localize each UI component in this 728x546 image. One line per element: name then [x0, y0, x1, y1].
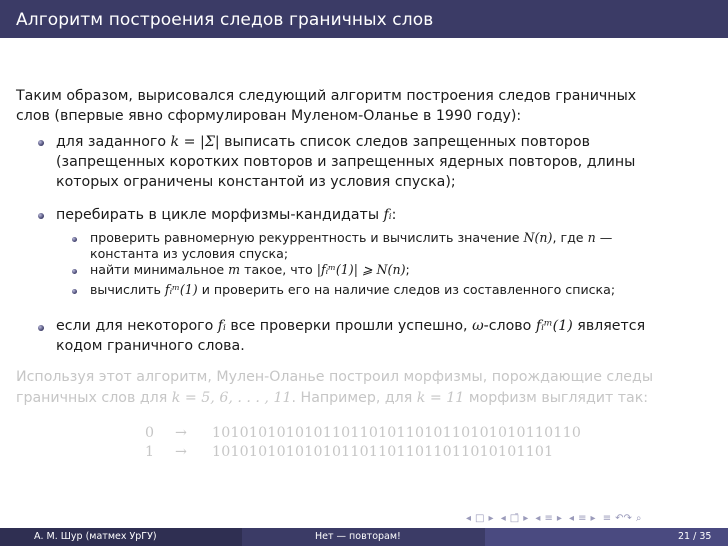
math-k-range: k = 5, 6, . . . , 11: [171, 390, 292, 406]
nav-next-icon[interactable]: ▸: [488, 513, 494, 524]
math-inequality: |fᵢᵐ(1)| ⩾ N(n): [316, 262, 406, 277]
list-item-b: [56, 205, 396, 225]
nav-section-icon[interactable]: ≡: [544, 513, 553, 524]
math-Nn: N(n): [523, 230, 553, 245]
intro-line-1: Таким образом, вырисовался следующий алгоритм построения следов граничных: [16, 88, 637, 104]
text: граничных слов для: [16, 390, 172, 406]
math-omega: ω: [472, 318, 484, 334]
text: перебирать в цикле морфизмы-кандидаты: [56, 207, 384, 223]
list-item-a-line-1: [56, 132, 590, 152]
bullet-icon: [38, 140, 44, 146]
sub-item-3: [90, 282, 615, 298]
math-m: m: [228, 262, 241, 277]
text: является: [572, 318, 646, 334]
bullet-icon: [38, 213, 44, 219]
math-fim1: fᵢᵐ(1): [535, 318, 573, 334]
list-item-a-line-2: (запрещенных коротких повторов и запрещенных ядерных повторов, длины: [56, 154, 636, 170]
nav-toc-icon[interactable]: ≡: [602, 513, 612, 524]
sub-bullet-icon: [72, 237, 77, 242]
math-k-sigma: k = |Σ|: [170, 134, 220, 150]
nav-next-icon[interactable]: ▸: [556, 513, 562, 524]
footer-title-box: [242, 528, 485, 546]
morphism-from-1: 1: [145, 444, 155, 460]
text: —: [595, 230, 613, 245]
slide-footer: [0, 528, 728, 546]
text: если для некоторого: [56, 318, 218, 334]
text: найти минимальное: [90, 262, 229, 277]
sub-item-2: [90, 262, 410, 278]
sub-item-1-line-2: константа из условия спуска;: [90, 246, 289, 261]
list-item-a-line-3: которых ограничены константой из условия спуска);: [56, 174, 456, 190]
footer-page-number: 21 / 35: [678, 531, 712, 542]
math-n: n: [587, 230, 596, 245]
nav-frame-icon[interactable]: □: [475, 513, 485, 524]
morphism-image-1: 1010101010101011011011011011010101101: [212, 444, 554, 460]
text: и проверить его на наличие следов из составленного списка;: [197, 282, 616, 297]
list-item-c-line-2: кодом граничного слова.: [56, 338, 245, 354]
sub-bullet-icon: [72, 289, 77, 294]
text: , где: [552, 230, 588, 245]
nav-next-icon[interactable]: ▸: [590, 513, 596, 524]
nav-subsection-icon[interactable]: □̄: [509, 513, 520, 524]
text: . Например, для: [291, 390, 417, 406]
nav-prev-icon[interactable]: ◂: [466, 513, 472, 524]
list-item-c-line-1: [56, 316, 645, 336]
math-fi: fᵢ: [217, 318, 226, 334]
math-k-11: k = 11: [416, 390, 465, 406]
sub-item-1-line-1: [90, 230, 612, 246]
text: такое, что: [240, 262, 317, 277]
text: морфизм выглядит так:: [464, 390, 649, 406]
nav-prev-icon[interactable]: ◂: [500, 513, 506, 524]
text: проверить равномерную рекуррентность и вычислить значение: [90, 230, 524, 245]
intro-line-2: слов (впервые явно сформулирован Муленом-Оланье в 1990 году):: [16, 108, 522, 124]
text: выписать список следов запрещенных повторов: [219, 134, 590, 150]
text: :: [391, 207, 397, 223]
morphism-image-0: 1010101010101101101011010110101010110110: [212, 425, 582, 441]
nav-prev-icon[interactable]: ◂: [535, 513, 541, 524]
footer-page-box: [485, 528, 728, 546]
nav-document-icon[interactable]: ≡: [578, 513, 587, 524]
morphism-from-0: 0: [145, 425, 155, 441]
footer-author-box: [0, 528, 242, 546]
math-fi: fᵢ: [383, 207, 392, 223]
text: ;: [405, 262, 410, 277]
nav-back-forward-icon[interactable]: ↶↷: [615, 513, 632, 524]
text: все проверки прошли успешно,: [225, 318, 473, 334]
navigation-bar: [466, 513, 645, 525]
arrow-icon: →: [175, 444, 188, 460]
slide-title: Алгоритм построения следов граничных слов: [16, 10, 434, 30]
text: вычислить: [90, 282, 165, 297]
math-fim1: fᵢᵐ(1): [164, 282, 198, 297]
bullet-icon: [38, 325, 44, 331]
outro-line-2: [16, 388, 648, 408]
nav-search-icon[interactable]: ⌕: [635, 513, 642, 524]
sub-bullet-icon: [72, 269, 77, 274]
text: -слово: [483, 318, 536, 334]
outro-line-1: Используя этот алгоритм, Мулен-Оланье построил морфизмы, порождающие следы: [16, 369, 654, 385]
slide-header: [0, 0, 728, 38]
arrow-icon: →: [175, 425, 188, 441]
nav-prev-icon[interactable]: ◂: [569, 513, 575, 524]
nav-next-icon[interactable]: ▸: [523, 513, 529, 524]
footer-author: А. М. Шур (матмех УрГУ): [34, 531, 157, 542]
footer-title: Нет — повторам!: [315, 531, 401, 542]
text: для заданного: [56, 134, 171, 150]
